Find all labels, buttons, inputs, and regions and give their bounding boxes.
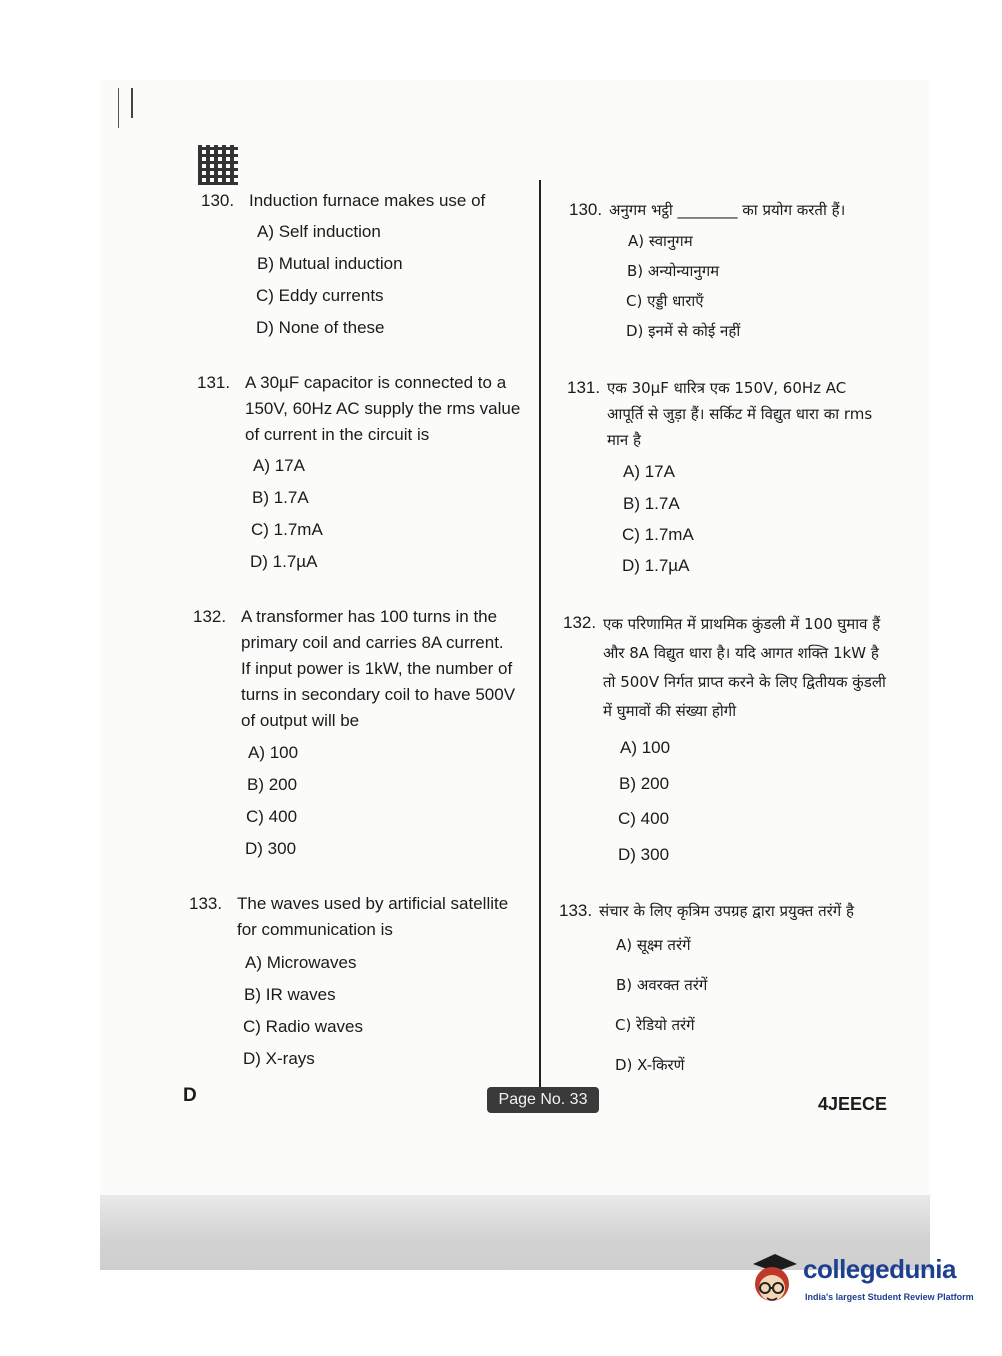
question-stem: एक परिणामित में प्राथमिक कुंडली में 100 घुमाव हैं और 8A विद्युत धारा है। यदि आगत शक्ति 1kW है तो 500V निर्गत प्राप्त करने के लिए द्वितीयक कुंडली में घुमावों की संख्या होगी — [603, 615, 886, 720]
option: C) 400 — [618, 809, 670, 828]
option: D) 1.7µA — [250, 552, 318, 571]
option: D) इनमें से कोई नहीं — [626, 322, 741, 340]
page-number: Page No. 33 — [487, 1087, 599, 1113]
option: D) X-किरणें — [615, 1056, 685, 1074]
logo-name: collegedunia — [803, 1254, 956, 1284]
question-stem: अनुगम भट्ठी ________ का प्रयोग करती हैं। — [609, 201, 846, 219]
option: D) 1.7µA — [622, 556, 690, 575]
option: D) X-rays — [243, 1049, 315, 1068]
option: B) 1.7A — [623, 494, 680, 513]
question-number: 131. — [567, 378, 601, 397]
option: A) 100 — [620, 738, 671, 757]
question-stem: A transformer has 100 turns in the primary coil and carries 8A current. If input power is 1kW, the number of turns in secondary coil to have 500V of output will be — [241, 607, 516, 730]
option: C) Radio waves — [243, 1017, 363, 1036]
booklet-series: D — [183, 1085, 197, 1106]
option: A) 17A — [253, 456, 305, 475]
question-number: 130. — [201, 191, 235, 210]
question-stem: The waves used by artificial satellite for communication is — [237, 894, 509, 939]
option: D) 300 — [618, 845, 670, 864]
option: C) रेडियो तरंगें — [615, 1016, 695, 1034]
question-number: 132. — [193, 607, 227, 626]
question-stem: एक 30µF धारित्र एक 150V, 60Hz AC आपूर्ति से जुड़ा हैं। सर्किट में विद्युत धारा का rms मान है — [607, 379, 873, 449]
option: C) एड्डी धाराएँ — [626, 292, 704, 310]
collegedunia-logo — [745, 1250, 975, 1310]
option: A) सूक्ष्म तरंगें — [616, 936, 691, 954]
option: D) None of these — [256, 318, 385, 337]
option: C) 400 — [246, 807, 298, 826]
mascot-icon — [745, 1250, 801, 1310]
option: B) 1.7A — [252, 488, 309, 507]
option: C) Eddy currents — [256, 286, 384, 305]
option: D) 300 — [245, 839, 297, 858]
option: A) Self induction — [257, 222, 381, 241]
question-number: 133. — [189, 894, 223, 913]
option: A) Microwaves — [245, 953, 357, 972]
option: B) Mutual induction — [257, 254, 403, 273]
option: B) अवरक्त तरंगें — [616, 976, 708, 994]
option: A) 100 — [248, 743, 299, 762]
margin-line — [131, 88, 133, 118]
option: A) 17A — [623, 462, 675, 481]
question-stem: A 30µF capacitor is connected to a 150V, 60Hz AC supply the rms value of current in the circuit is — [245, 373, 521, 444]
question-stem: संचार के लिए कृत्रिम उपग्रह द्वारा प्रयुक्त तरंगें है — [599, 902, 854, 920]
option: B) IR waves — [244, 985, 336, 1004]
option: A) स्वानुगम — [628, 232, 693, 250]
option: B) 200 — [247, 775, 298, 794]
option: B) अन्योन्यानुगम — [627, 262, 720, 280]
option: C) 1.7mA — [622, 525, 694, 544]
option: C) 1.7mA — [251, 520, 323, 539]
exam-code: 4JEECE — [818, 1094, 888, 1114]
logo-tagline: India's largest Student Review Platform — [805, 1292, 974, 1302]
margin-line — [118, 88, 119, 128]
question-stem: Induction furnace makes use of — [249, 191, 486, 210]
option: B) 200 — [619, 774, 670, 793]
question-number: 130. — [569, 200, 603, 219]
question-number: 133. — [559, 901, 593, 920]
question-number: 131. — [197, 373, 231, 392]
qr-code-icon — [198, 145, 238, 185]
question-number: 132. — [563, 613, 597, 632]
